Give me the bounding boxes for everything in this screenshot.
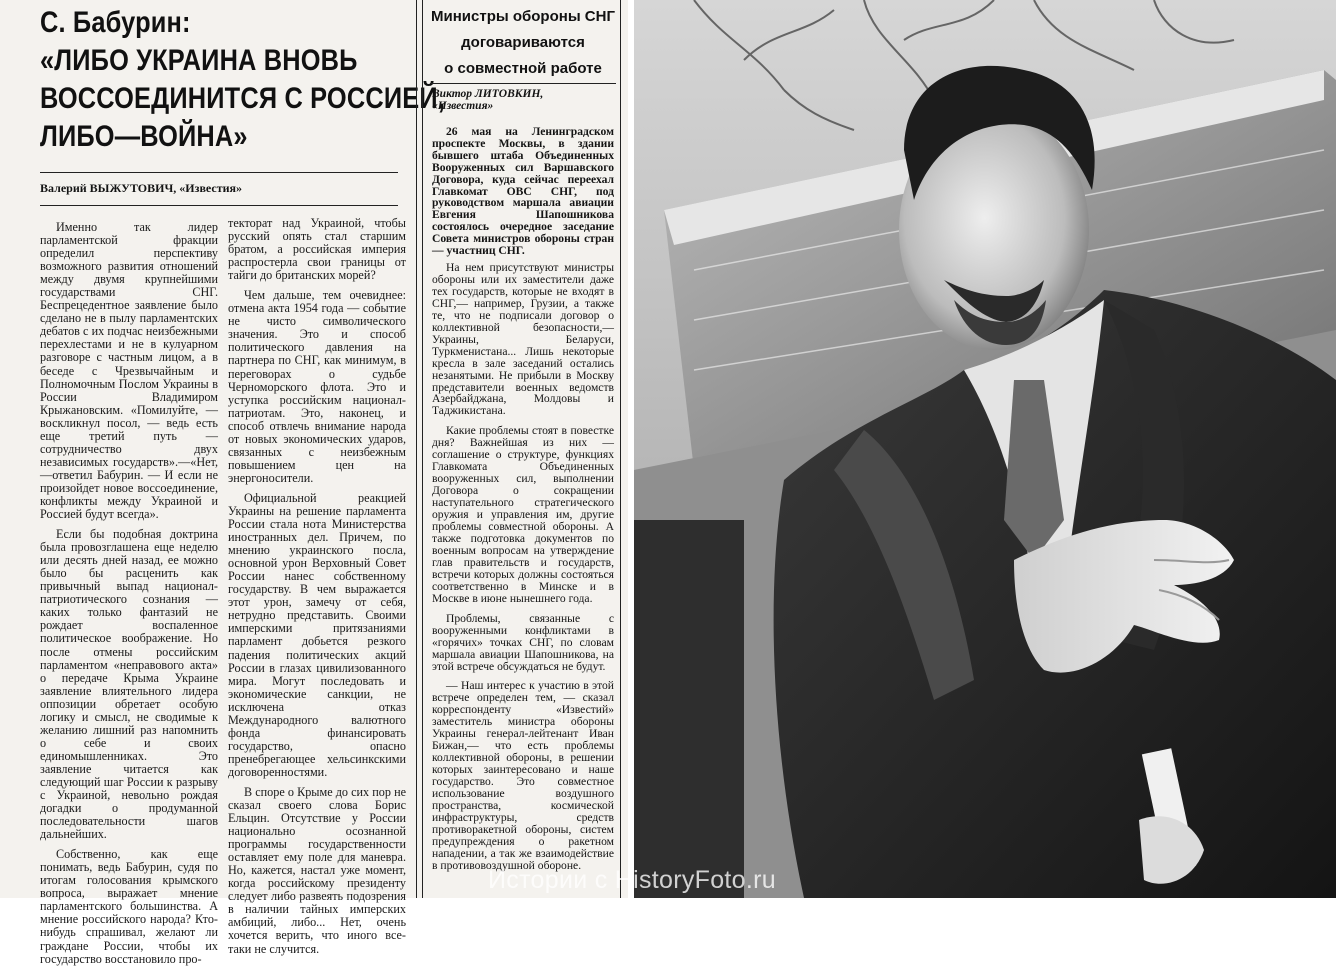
newspaper-clipping: [0, 0, 628, 966]
text-column: [228, 217, 406, 963]
title-line: договариваются: [461, 34, 585, 51]
paragraph: 26 мая на Ленинградском проспекте Москвы, в здании бывшего штаба Объединенных Вооруженных сил Варшавского Договора, куда сейчас переехал Главкомат ОВС СНГ, под руководством маршала авиации Евгения Шапошникова состоялось очередное заседание Совета министров обороны стран — участниц СНГ.: [432, 125, 614, 258]
paragraph: Какие проблемы стоят в повестке дня? Важнейшая из них — соглашение о структуре, функциях Главкомата Объединенных вооруженных сил, выполнении Договора о сокращении наступательного стратегического оружия и управления им, другие проблемы совместной обороны. А также подготовка документов по военным вопросам на утверждение глав правительств и государств, встречи которых должны состояться соответственно в Минске и в Москве в июне нынешнего года.: [432, 424, 614, 605]
article-defense-ministers: [426, 0, 620, 898]
divider: [40, 205, 398, 206]
paragraph: Проблемы, связанные с вооруженными конфликтами в «горячих» точках СНГ, по словам маршала авиации Шапошникова, на этой встрече обсуждаться не будут.: [432, 611, 614, 673]
article-title: [430, 4, 616, 82]
byline-paper: «Известия»: [432, 100, 494, 112]
paragraph: Если бы подобная доктрина была провозглашена еще неделю или десять дней назад, ее можно было бы расценить как привычный выпад национал-патриотического сознания — каких только фантазий не рождает воспаленное политическое воображение. Но после отмены российским парламентом «неправового акта» о передаче Крыма Украине заявление влиятельного лидера оппозиции обретает особую логику и смысл, не сводимые к желанию лишний раз напомнить о себе и своих единомышленниках. Это заявление читается как следующий шаг России к разрыву с Украиной, невольно рождая догадки о продуманной последовательности шагов дальнейших.: [40, 527, 218, 842]
divider: [430, 83, 616, 84]
divider: [40, 172, 398, 173]
paragraph: Собственно, как еще понимать, ведь Бабурин, судя по итогам голосования крымского вопроса, выражает мнение парламентского большинства. А мнение российского народа? Кто-нибудь спрашивал, желают ли граждане России, чтобы их государство восстановило про-: [40, 847, 218, 966]
column-divider: [422, 0, 423, 898]
column-divider: [416, 0, 417, 898]
headline-line: «ЛИБО УКРАИНА ВНОВЬ: [40, 44, 358, 77]
paragraph: В споре о Крыме до сих пор не сказал своего слова Борис Ельцин. Отсутствие у России национально осознанной программы государственности оставляет ему поле для маневра. Но, кажется, настал уже момент, когда российскому президенту следует либо развеять подозрения в наличии тайных имперских амбиций, либо... Нет, очень хочется верить, что иного все-таки не случится.: [228, 784, 406, 956]
paragraph: текторат над Украиной, чтобы русский опять стал старшим братом, а российская империя распростерла свои границы от тайги до британских морей?: [228, 216, 406, 283]
title-line: Министры обороны СНГ: [431, 8, 615, 25]
article-byline: Валерий ВЫЖУТОВИЧ, «Известия»: [40, 181, 243, 195]
paragraph: — Наш интерес к участию в этой встрече определен тем, — сказал корреспонденту «Известий» заместитель министра обороны Украины генерал-лейтенант Иван Бижан,— что есть проблемы коллективной обороны, в решении которых заинтересовано и наше государство. Это совместное использование воздушного пространства, космической инфраструктуры, средств противоракетной обороны, систем предупреждения о ракетном нападении, а так же взаимодействие в противовоздушной обороне.: [432, 679, 614, 872]
paragraph: Чем дальше, тем очевиднее: отмена акта 1954 года — событие не чисто символического значения. Это и способ политического давления на партнера по СНГ, как минимум, в переговорах о судьбе Черноморского флота. Это и уступка российским национал-патриотам. Это, наконец, и способ отвлечь внимание народа от новых экономических ударов, связанных с неизбежным повышением цен на энергоносители.: [228, 288, 406, 485]
text-column: [40, 221, 218, 973]
byline-author: Виктор ЛИТОВКИН,: [432, 88, 544, 100]
watermark-text: Истории с HistoryFoto.ru: [488, 866, 776, 894]
headline-line: ВОССОЕДИНИТСЯ С РОССИЕЙ,: [40, 82, 445, 115]
paragraph: Официальной реакцией Украины на решение парламента России стала нота Министерства иностранных дел. Причем, по мнению украинского посла, основной урон Верховный Совет России нанес собственному государству. В чем выражается этот урон, замечу от себя, нетрудно представить. Своими имперскими притязаниями парламент добьется резкого падения политических акций России в глазах цивилизованного мира. Могут последовать и экономические санкции, не исключена отказ Международного валютного фонда финансировать государство, опасно пренебрегающее хельсинкскими договоренностями.: [228, 490, 406, 779]
article-headline: [40, 4, 445, 156]
headline-line: ЛИБО—ВОЙНА»: [40, 120, 248, 153]
headline-line: С. Бабурин:: [40, 6, 191, 39]
lead-paragraph: [432, 126, 614, 257]
paragraph: Именно так лидер парламентской фракции определил перспективу возможного развития отношений между двумя крупнейшими государствами СНГ. Беспрецедентное заявление было сделано не в пылу парламентских дебатов с их подчас неизбежными перехлестами и не в кулуарном разговоре с частным лицом, а в беседе с Чрезвычайным и Полномочным Послом Украины в России Владимиром Крыжановским. «Помилуйте, — воскликнул посол, — ведь есть еще третий путь — сотрудничество двух независимых государств».—«Нет,—ответил Бабурин. — И если не произойдет новое воссоединение, конфликты между Украиной и Россией будут всегда».: [40, 220, 218, 522]
article-baburin: [0, 0, 445, 966]
portrait-photo: [634, 0, 1336, 898]
title-line: о совместной работе: [444, 60, 602, 77]
portrait-illustration: [634, 0, 1336, 898]
column-divider: [620, 0, 621, 898]
text-column: [432, 262, 614, 880]
article-byline: [432, 88, 618, 112]
paragraph: На нем присутствуют министры обороны или их заместители даже тех государств, которые не входят в СНГ,— например, Грузии, а также те, что не подписали договор о коллективной безопасности,— Украины, Беларуси, Туркменистана... Лишь некоторые кресла в зале заседаний остались незанятыми. Не прибыли в Москву представители военных ведомств Азербайджана, Молдовы и Таджикистана.: [432, 261, 614, 418]
